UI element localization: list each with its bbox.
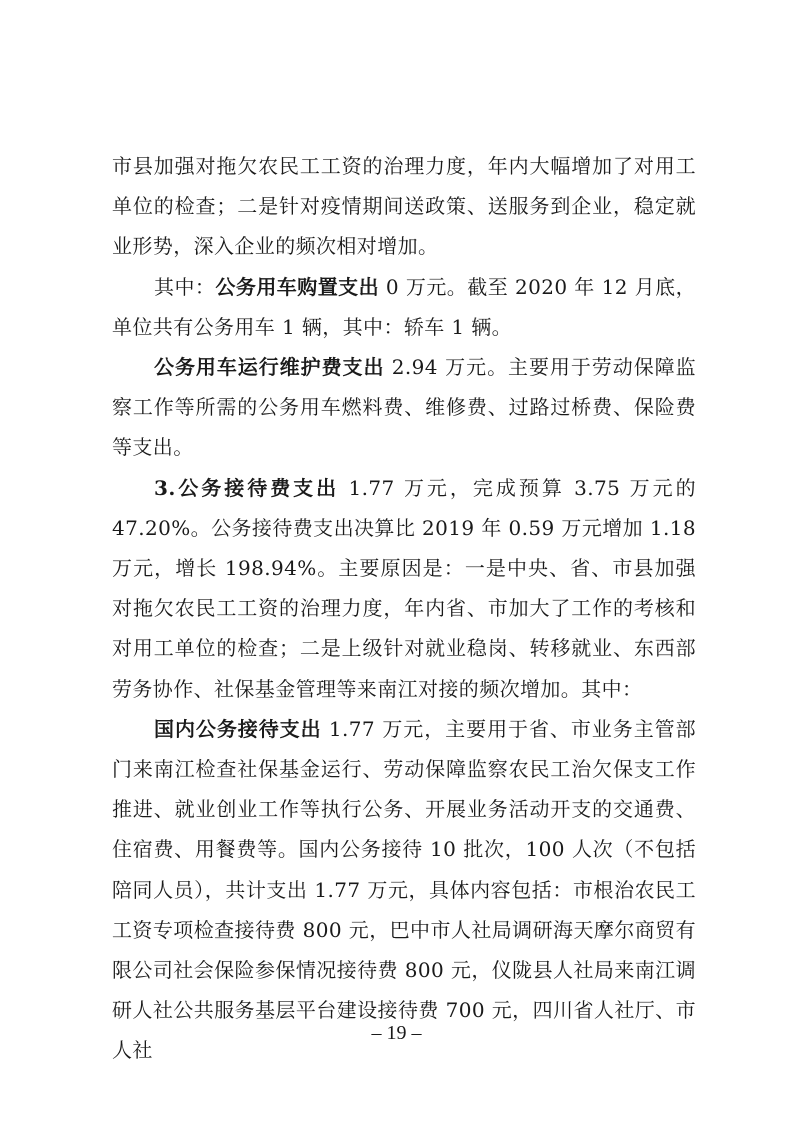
page-number: – 19 –: [371, 1022, 422, 1044]
paragraph-text: 2.94 万元。主要用于劳动保障监察工作等所需的公务用车燃料费、维修费、过路过桥费、保险费等支出。: [112, 355, 697, 460]
paragraph-heading: 国内公务接待支出: [154, 716, 322, 741]
paragraph-heading: 公务用车运行维护费支出: [154, 355, 385, 380]
paragraph-vehicle-purchase: [112, 267, 696, 347]
paragraph-heading: 公务用车购置支出: [215, 274, 380, 299]
paragraph-vehicle-maintenance: [112, 347, 696, 468]
paragraph-heading: 3.公务接待费支出: [154, 475, 340, 500]
paragraph-domestic-reception: [112, 709, 696, 1071]
paragraph-continuation: [112, 146, 696, 267]
paragraph-prefix: 其中：: [154, 274, 216, 299]
paragraph-reception-expense: [112, 468, 696, 709]
paragraph-text: 市县加强对拖欠农民工工资的治理力度，年内大幅增加了对用工单位的检查；二是针对疫情期间送政策、送服务到企业，稳定就业形势，深入企业的频次相对增加。: [112, 154, 696, 259]
body-text: [112, 146, 696, 1071]
paragraph-text: 0 万元。截至 2020 年 12 月底，单位共有公务用车 1 辆，其中：轿车 1 辆。: [112, 274, 696, 339]
paragraph-text: 1.77 万元，完成预算 3.75 万元的 47.20%。公务接待费支出决算比 2019 年 0.59 万元增加 1.18 万元，增长 198.94%。主要原因是：一是中央、省、市县加强对拖欠农民工工资的治理力度，年内省、市加大了工作的考核和对用工单位的检查；二是上级针对就业稳岗、转移就业、东西部劳务协作、社保基金管理等来南江对接的频次增加。其中：: [112, 475, 696, 701]
paragraph-text: 1.77 万元，主要用于省、市业务主管部门来南江检查社保基金运行、劳动保障监察农民工治欠保支工作推进、就业创业工作等执行公务、开展业务活动开支的交通费、住宿费、用餐费等。国内公务接待 10 批次，100 人次（不包括陪同人员），共计支出 1.77 万元，具体内容包括：市根治农民工工资专项检查接待费 800 元，巴中市人社局调研海天摩尔商贸有限公司社会保险参保情况接待费 800 元，仪陇县人社局来南江调研人社公共服务基层平台建设接待费 700 元，四川省人社厅、市人社: [112, 716, 696, 1063]
